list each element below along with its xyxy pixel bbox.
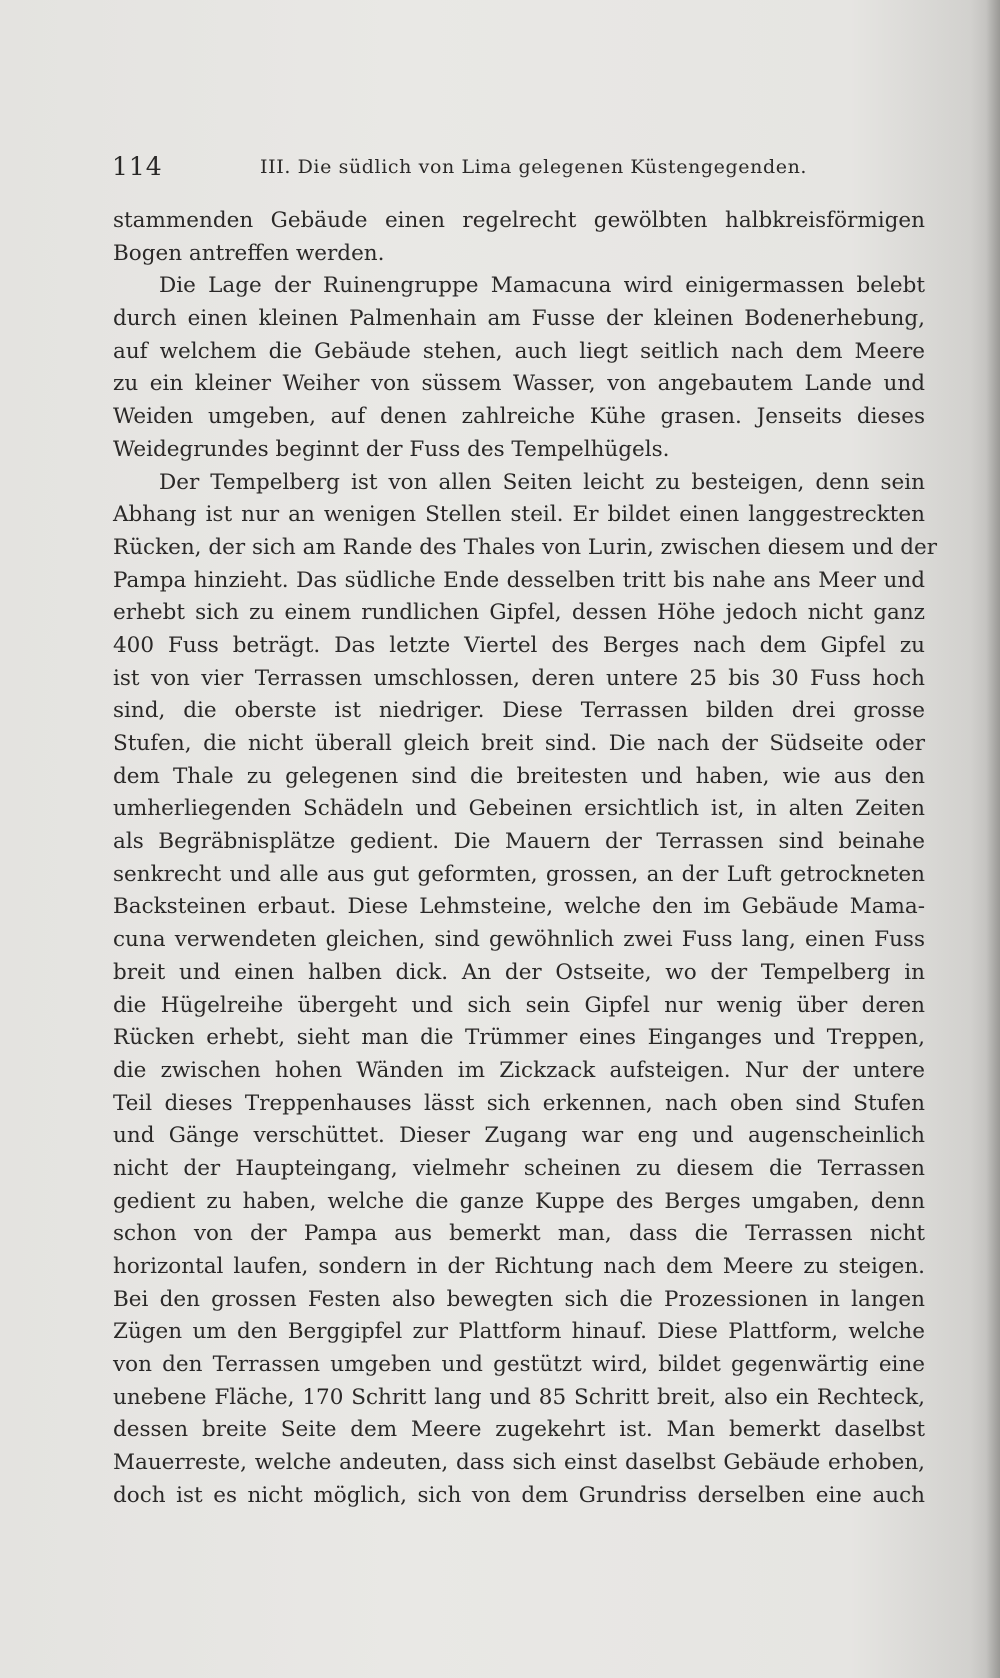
text-line: schon von der Pampa aus bemerkt man, dass die Terrassen nicht [113,1221,925,1247]
page-edge-shadow [986,0,1000,1678]
text-line: Pampa hinzieht. Das südliche Ende desselben tritt bis nahe ans Meer und [113,567,925,593]
text-line: durch einen kleinen Palmenhain am Fusse der kleinen Bodenerhebung, [113,306,925,332]
text-line: umherliegenden Schädeln und Gebeinen ersichtlich ist, in alten Zeiten [113,796,925,822]
text-line: von den Terrassen umgeben und gestützt wird, bildet gegenwärtig eine [113,1352,925,1378]
text-line: horizontal laufen, sondern in der Richtung nach dem Meere zu steigen. [113,1254,925,1279]
text-line: Abhang ist nur an wenigen Stellen steil. Er bildet einen langgestreckten [113,502,925,528]
text-line: Rücken, der sich am Rande des Thales von Lurin, zwischen diesem und der [113,534,938,560]
text-line: 400 Fuss beträgt. Das letzte Viertel des Berges nach dem Gipfel zu [113,632,925,658]
chapter-title: III. Die südlich von Lima gelegenen Küstengegenden. [260,156,808,178]
text-line: auf welchem die Gebäude stehen, auch liegt seitlich nach dem Meere [113,338,925,364]
text-line: Mauerreste, welche andeuten, dass sich einst daselbst Gebäude erhoben, [113,1450,925,1476]
text-line: ist von vier Terrassen umschlossen, deren untere 25 bis 30 Fuss hoch [113,665,925,691]
text-line: doch ist es nicht möglich, sich von dem Grundriss derselben eine auch [113,1482,925,1508]
text-line: Weidegrundes beginnt der Fuss des Tempelhügels. [113,436,670,462]
text-line: breit und einen halben dick. An der Ostseite, wo der Tempelberg in [113,959,925,985]
text-line: gedient zu haben, welche die ganze Kuppe des Berges umgaben, denn [113,1188,925,1214]
text-line: als Begräbnisplätze gedient. Die Mauern der Terrassen sind beinahe [113,829,925,855]
text-line: und Gänge verschüttet. Dieser Zugang war eng und augenscheinlich [113,1123,925,1149]
page-number: 114 [112,152,163,181]
text-line: Backsteinen erbaut. Diese Lehmsteine, welche den im Gebäude Mama- [113,894,925,920]
text-line: die Hügelreihe übergeht und sich sein Gipfel nur wenig über deren [113,992,925,1018]
text-line: senkrecht und alle aus gut geformten, grossen, an der Luft getrockneten [113,861,925,887]
text-line: Der Tempelberg ist von allen Seiten leicht zu besteigen, denn sein [159,469,925,495]
text-line: Teil dieses Treppenhauses lässt sich erkennen, nach oben sind Stufen [113,1090,925,1116]
text-line: dessen breite Seite dem Meere zugekehrt ist. Man bemerkt daselbst [113,1417,925,1443]
text-line: Stufen, die nicht überall gleich breit sind. Die nach der Südseite oder [113,731,925,756]
text-line: Zügen um den Berggipfel zur Plattform hinauf. Diese Plattform, welche [113,1319,925,1345]
text-line: Bei den grossen Festen also bewegten sich die Prozessionen in langen [113,1286,925,1312]
text-line: unebene Fläche, 170 Schritt lang und 85 Schritt breit, also ein Rechteck, [113,1384,925,1410]
text-line: Die Lage der Ruinengruppe Mamacuna wird einigermassen belebt [159,273,925,299]
running-head [112,152,808,188]
text-line: cuna verwendeten gleichen, sind gewöhnlich zwei Fuss lang, einen Fuss [113,927,925,953]
text-line: Rücken erhebt, sieht man die Trümmer eines Einganges und Treppen, [113,1025,925,1051]
text-line: Bogen antreffen werden. [113,240,385,266]
body-text [113,205,938,1513]
text-line: Weiden umgeben, auf denen zahlreiche Kühe grasen. Jenseits dieses [113,404,925,430]
text-line: dem Thale zu gelegenen sind die breitesten und haben, wie aus den [113,763,925,789]
text-line: stammenden Gebäude einen regelrecht gewölbten halbkreisförmigen [113,208,925,233]
text-line: nicht der Haupteingang, vielmehr scheinen zu diesem die Terrassen [113,1155,925,1181]
text-line: erhebt sich zu einem rundlichen Gipfel, dessen Höhe jedoch nicht ganz [113,600,925,626]
text-line: die zwischen hohen Wänden im Zickzack aufsteigen. Nur der untere [113,1057,925,1083]
text-line: zu ein kleiner Weiher von süssem Wasser, von angebautem Lande und [113,371,925,397]
text-line: sind, die oberste ist niedriger. Diese Terrassen bilden drei grosse [113,698,925,724]
